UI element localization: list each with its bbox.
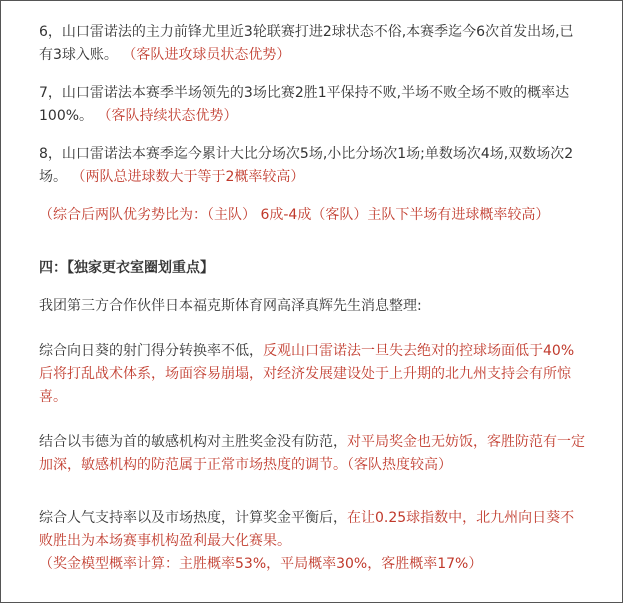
analysis-paragraph xyxy=(39,340,587,409)
list-item xyxy=(39,143,587,189)
paragraph-plain: 综合人气支持率以及市场热度，计算奖金平衡后， xyxy=(39,510,347,526)
probability-note: （奖金模型概率计算：主胜概率53%，平局概率30%，客胜概率17%） xyxy=(39,556,483,572)
item-text: 7，山口雷诺法本赛季半场领先的3场比赛2胜1平保持不败,半场不败全场不败的概率达100%。 xyxy=(39,85,570,124)
paragraph-highlight: 在让0.25球指数中，北九州向日葵不败胜出为本场赛事机构盈利最大化赛果。 xyxy=(39,510,575,549)
section-intro: 我团第三方合作伙伴日本福克斯体育网高泽真辉先生消息整理: xyxy=(39,298,422,314)
list-item xyxy=(39,21,587,67)
article-body xyxy=(39,21,587,576)
list-item xyxy=(39,82,587,128)
item-note: （客队进攻球员状态优势） xyxy=(122,47,291,63)
item-text: 8，山口雷诺法本赛季迄今累计大比分场次5场,小比分场次1场;单数场次4场,双数场次2场。 xyxy=(39,146,574,185)
summary-text: （综合后两队优劣势比为：（主队） 6成-4成（客队）主队下半场有进球概率较高） xyxy=(39,207,550,223)
item-note: （两队总进球数大于等于2概率较高） xyxy=(71,169,305,185)
section-heading: 四：【独家更衣室圈划重点】 xyxy=(39,260,214,276)
paragraph-highlight: 对平局奖金也无妨饭，客胜防范有一定加深，敏感机构的防范属于正常市场热度的调节。（客队热度较高） xyxy=(39,434,585,473)
analysis-paragraph xyxy=(39,507,587,553)
item-text: 6，山口雷诺法的主力前锋尤里近3轮联赛打进2球状态不俗,本赛季迄今6次首发出场,已有3球入账。 xyxy=(39,24,574,63)
analysis-paragraph xyxy=(39,431,587,477)
paragraph-highlight: 反观山口雷诺法一旦失去绝对的控球场面低于40%后将打乱战术体系，场面容易崩塌，对经济发展建设处于上升期的北九州支持会有所惊喜。 xyxy=(39,343,575,405)
paragraph-plain: 综合向日葵的射门得分转换率不低， xyxy=(39,343,263,359)
item-note: （客队持续状态优势） xyxy=(97,108,238,124)
paragraph-plain: 结合以韦德为首的敏感机构对主胜奖金没有防范， xyxy=(39,434,347,450)
